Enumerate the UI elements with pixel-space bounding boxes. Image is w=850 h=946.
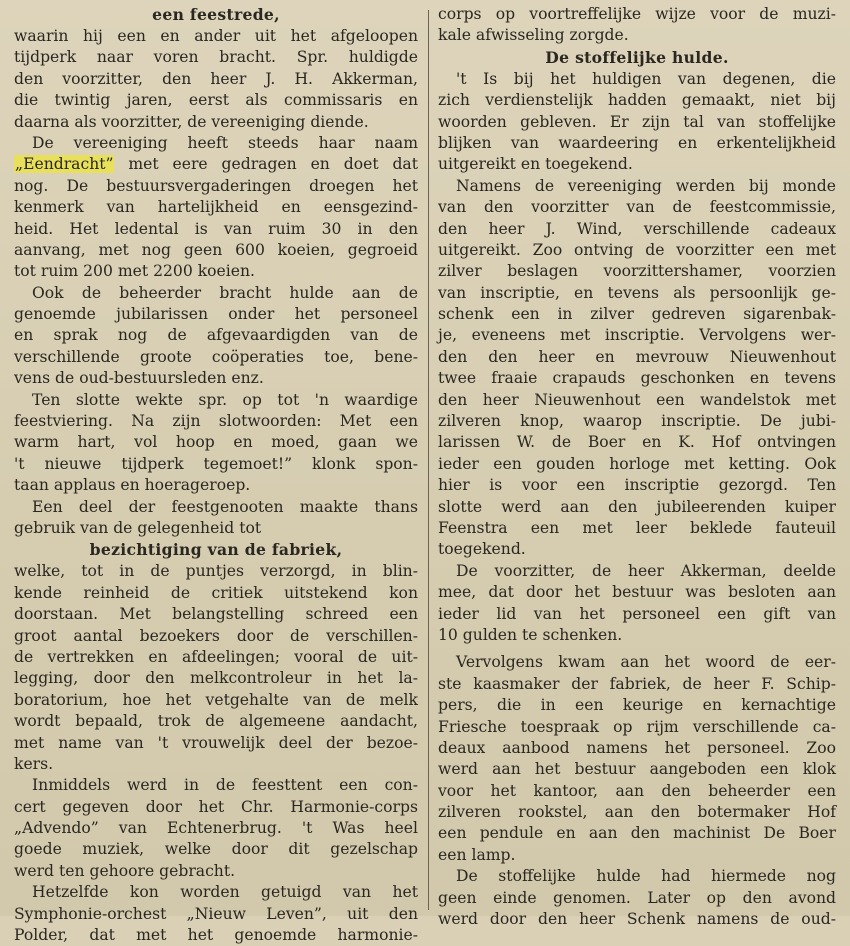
text-line: groot aantal bezoekers door de verschillen- — [14, 626, 418, 645]
text-line: waarin hij een en ander uit het afgeloopen — [14, 27, 418, 45]
text-line: twee fraaie crapauds geschonken en tevens — [438, 369, 836, 388]
text-line: De stoffelijke hulde had hiermede nog — [456, 867, 836, 886]
left-column — [14, 4, 418, 945]
text-line: Friesche toespraak op rijm verschillende ca- — [438, 717, 836, 736]
text-line: toegekend. — [438, 540, 526, 559]
text-line: hier is voor een inscriptie gezorgd. Ten — [438, 476, 836, 495]
highlighted-name: „Eendracht” — [15, 155, 114, 174]
text-line: Een deel der feestgenooten maakte thans — [32, 497, 418, 516]
text-line: pers, die in een keurige en kernachtige — [438, 696, 836, 715]
text-line: cert gegeven door het Chr. Harmonie-corps — [14, 797, 418, 816]
text-line: Ten slotte wekte spr. op tot 'n waardige — [32, 390, 418, 409]
text-line: zich verdienstelijk hadden gemaakt, niet bij — [438, 91, 836, 110]
text-line: gebruik van de gelegenheid tot — [14, 518, 262, 537]
text-line: een pendule en aan den machinist De Boer — [438, 824, 836, 843]
text-line: goede muziek, welke door dit gezelschap — [14, 840, 418, 859]
text-line: woorden gebleven. Er zijn tal van stoffelijke — [438, 112, 836, 131]
text-line — [14, 154, 418, 175]
text-line: nog. De bestuursvergaderingen droegen het — [14, 176, 418, 195]
text-line: Hetzelfde kon worden getuigd van het — [32, 883, 418, 902]
text-line: ieder een gouden horloge met ketting. Ook — [438, 454, 836, 473]
text-line: met name van 't vrouwelijk deel der bezoe- — [14, 733, 418, 752]
text-line: een lamp. — [438, 845, 516, 864]
text-line: Feenstra een met leer beklede fauteuil — [438, 518, 836, 537]
text-line: ieder lid van het personeel een gift van — [438, 604, 836, 623]
text-line: zilveren rookstel, aan den botermaker Hof — [438, 803, 836, 822]
text-line: 10 gulden te schenken. — [438, 625, 623, 644]
text-line: 't Is bij het huldigen van degenen, die — [456, 69, 836, 88]
text-line: Ook de beheerder bracht hulde aan de — [32, 283, 418, 302]
heading-feestrede: een feestrede, — [152, 5, 280, 24]
paragraph-gift — [438, 561, 836, 647]
text-line: aanvang, met nog geen 600 koeien, gegroeid — [14, 240, 418, 259]
text-line: feestviering. Na zijn slotwoorden: Met een — [14, 412, 418, 431]
paragraph-eendracht — [14, 133, 418, 283]
text-line: deaux aanbood namens het personeel. Zoo — [438, 738, 836, 757]
text-line: voor het kantoor, aan den beheerder een — [438, 781, 836, 800]
text-line: de vertrekken en afdeelingen; vooral de uit- — [14, 647, 418, 666]
text-line: zilver beslagen voorzittershamer, voorzien — [438, 262, 836, 281]
text-line: blijken van waardeering en erkentelijkheid — [438, 133, 836, 152]
text-line: kale afwisseling zorgde. — [438, 26, 629, 45]
text-line: en sprak nog de afgevaardigden van de — [14, 326, 418, 345]
text-line: Symphonie-orchest „Nieuw Leven”, uit den — [14, 904, 418, 923]
paragraph-concert — [14, 775, 418, 882]
text-line: uitgereikt. Zoo ontving de voorzitter een met — [438, 240, 836, 259]
text-line: zilveren knop, waarop inscriptie. De jubi- — [438, 412, 836, 431]
paragraph-beheerder — [14, 283, 418, 390]
text-line: tijdperk naar voren bracht. Spr. huldigde — [14, 48, 418, 67]
text-line: den den heer en mevrouw Nieuwenhout — [438, 347, 836, 366]
text-line: larissen W. de Boer en K. Hof ontvingen — [438, 433, 836, 452]
text-line: kende reinheid de critiek uitstekend kon — [14, 583, 418, 602]
text-line: tot ruim 200 met 2200 koeien. — [14, 262, 255, 281]
text-line: boratorium, hoe het vetgehalte van de melk — [14, 690, 418, 709]
paragraph-slot-hulde — [438, 866, 836, 930]
text-line: Inmiddels werd in de feesttent een con- — [32, 776, 418, 795]
text-line: kers. — [14, 754, 54, 773]
text-line: van den voorzitter van de feestcommissie, — [438, 198, 836, 217]
heading-stoffelijke-hulde: De stoffelijke hulde. — [545, 47, 729, 67]
text-line: den voorzitter, den heer J. H. Akkerman, — [14, 69, 418, 88]
text-line: werd door den heer Schenk namens de oud- — [438, 910, 836, 929]
text-line: den heer Nieuwenhout een wandelstok met — [438, 390, 836, 409]
text-line: genoemde jubilarissen onder het personeel — [14, 305, 418, 324]
text-line: je, eveneens met inscriptie. Vervolgens wer- — [438, 326, 836, 345]
text-line: De voorzitter, de heer Akkerman, deelde — [456, 561, 836, 580]
text-line: Namens de vereeniging werden bij monde — [456, 176, 836, 195]
text-line: ste kaasmaker der fabriek, de heer F. Schip- — [438, 674, 836, 693]
paragraph-cadeaux — [438, 176, 836, 561]
text-line: doorstaan. Met belangstelling schreed een — [14, 605, 418, 624]
text-line: Vervolgens kwam aan het woord de eer- — [456, 653, 836, 672]
text-line: van inscriptie, en tevens als persoonlijk ge- — [438, 283, 836, 302]
heading-bezichtiging: bezichtiging van de fabriek, — [89, 540, 343, 560]
text-line: taan applaus en hoerageroep. — [14, 476, 251, 495]
paragraph-kaasmaker — [438, 652, 836, 866]
text-line: slotte werd aan den jubileerenden kuiper — [438, 497, 836, 516]
text-line: daarna als voorzitter, de vereeniging diende. — [14, 112, 369, 131]
text-line: warm hart, vol hoop en moed, gaan we — [14, 433, 418, 452]
text-line: kenmerk van hartelijkheid en eensgezind- — [14, 198, 418, 217]
text-line: „Advendo” van Echtenerbrug. 't Was heel — [14, 819, 418, 838]
paragraph-symphonie — [14, 882, 418, 946]
text-line: schenk een in zilver gedreven sigarenbak- — [438, 305, 836, 324]
text-line: legging, door den melkcontroleur in het la- — [14, 669, 418, 688]
text-line: werd aan het bestuur aangeboden een klok — [438, 760, 836, 779]
text-line: vens de oud-bestuursleden enz. — [14, 369, 264, 388]
paragraph-muziek — [438, 4, 836, 47]
text-line: heid. Het ledental is van ruim 30 in den — [14, 219, 418, 238]
paragraph-slotte — [14, 390, 418, 497]
right-column — [438, 4, 836, 929]
text-line: mee, dat door het bestuur was besloten aan — [438, 583, 836, 602]
paragraph-intro — [14, 26, 418, 133]
text-line: wordt bepaald, trok de algemeene aandacht, — [14, 712, 418, 731]
text-line: welke, tot in de puntjes verzorgd, in blin- — [14, 562, 418, 581]
text-line: Polder, dat met het genoemde harmonie- — [14, 926, 418, 945]
text-line: die twintig jaren, eerst als commissaris en — [14, 91, 418, 110]
text-line: werd ten gehoore gebracht. — [14, 861, 236, 880]
paragraph-fabriek — [14, 561, 418, 775]
column-divider — [428, 10, 429, 910]
text-line: De vereeniging heeft steeds haar naam — [32, 133, 418, 152]
text-line: 't nieuwe tijdperk tegemoet!” klonk spon- — [14, 454, 418, 473]
text-line: verschillende groote coöperaties toe, bene- — [14, 347, 418, 366]
paragraph-huldigen — [438, 69, 836, 176]
text-line: geen einde genomen. Later op den avond — [438, 888, 836, 907]
paragraph-feestgenooten — [14, 497, 418, 540]
text-line: uitgereikt en toegekend. — [438, 155, 633, 174]
text-line: den heer J. Wind, verschillende cadeaux — [438, 219, 836, 238]
text-fragment: met eere gedragen en doet dat — [114, 155, 418, 174]
text-line: corps op voortreffelijke wijze voor de muzi- — [438, 5, 836, 23]
